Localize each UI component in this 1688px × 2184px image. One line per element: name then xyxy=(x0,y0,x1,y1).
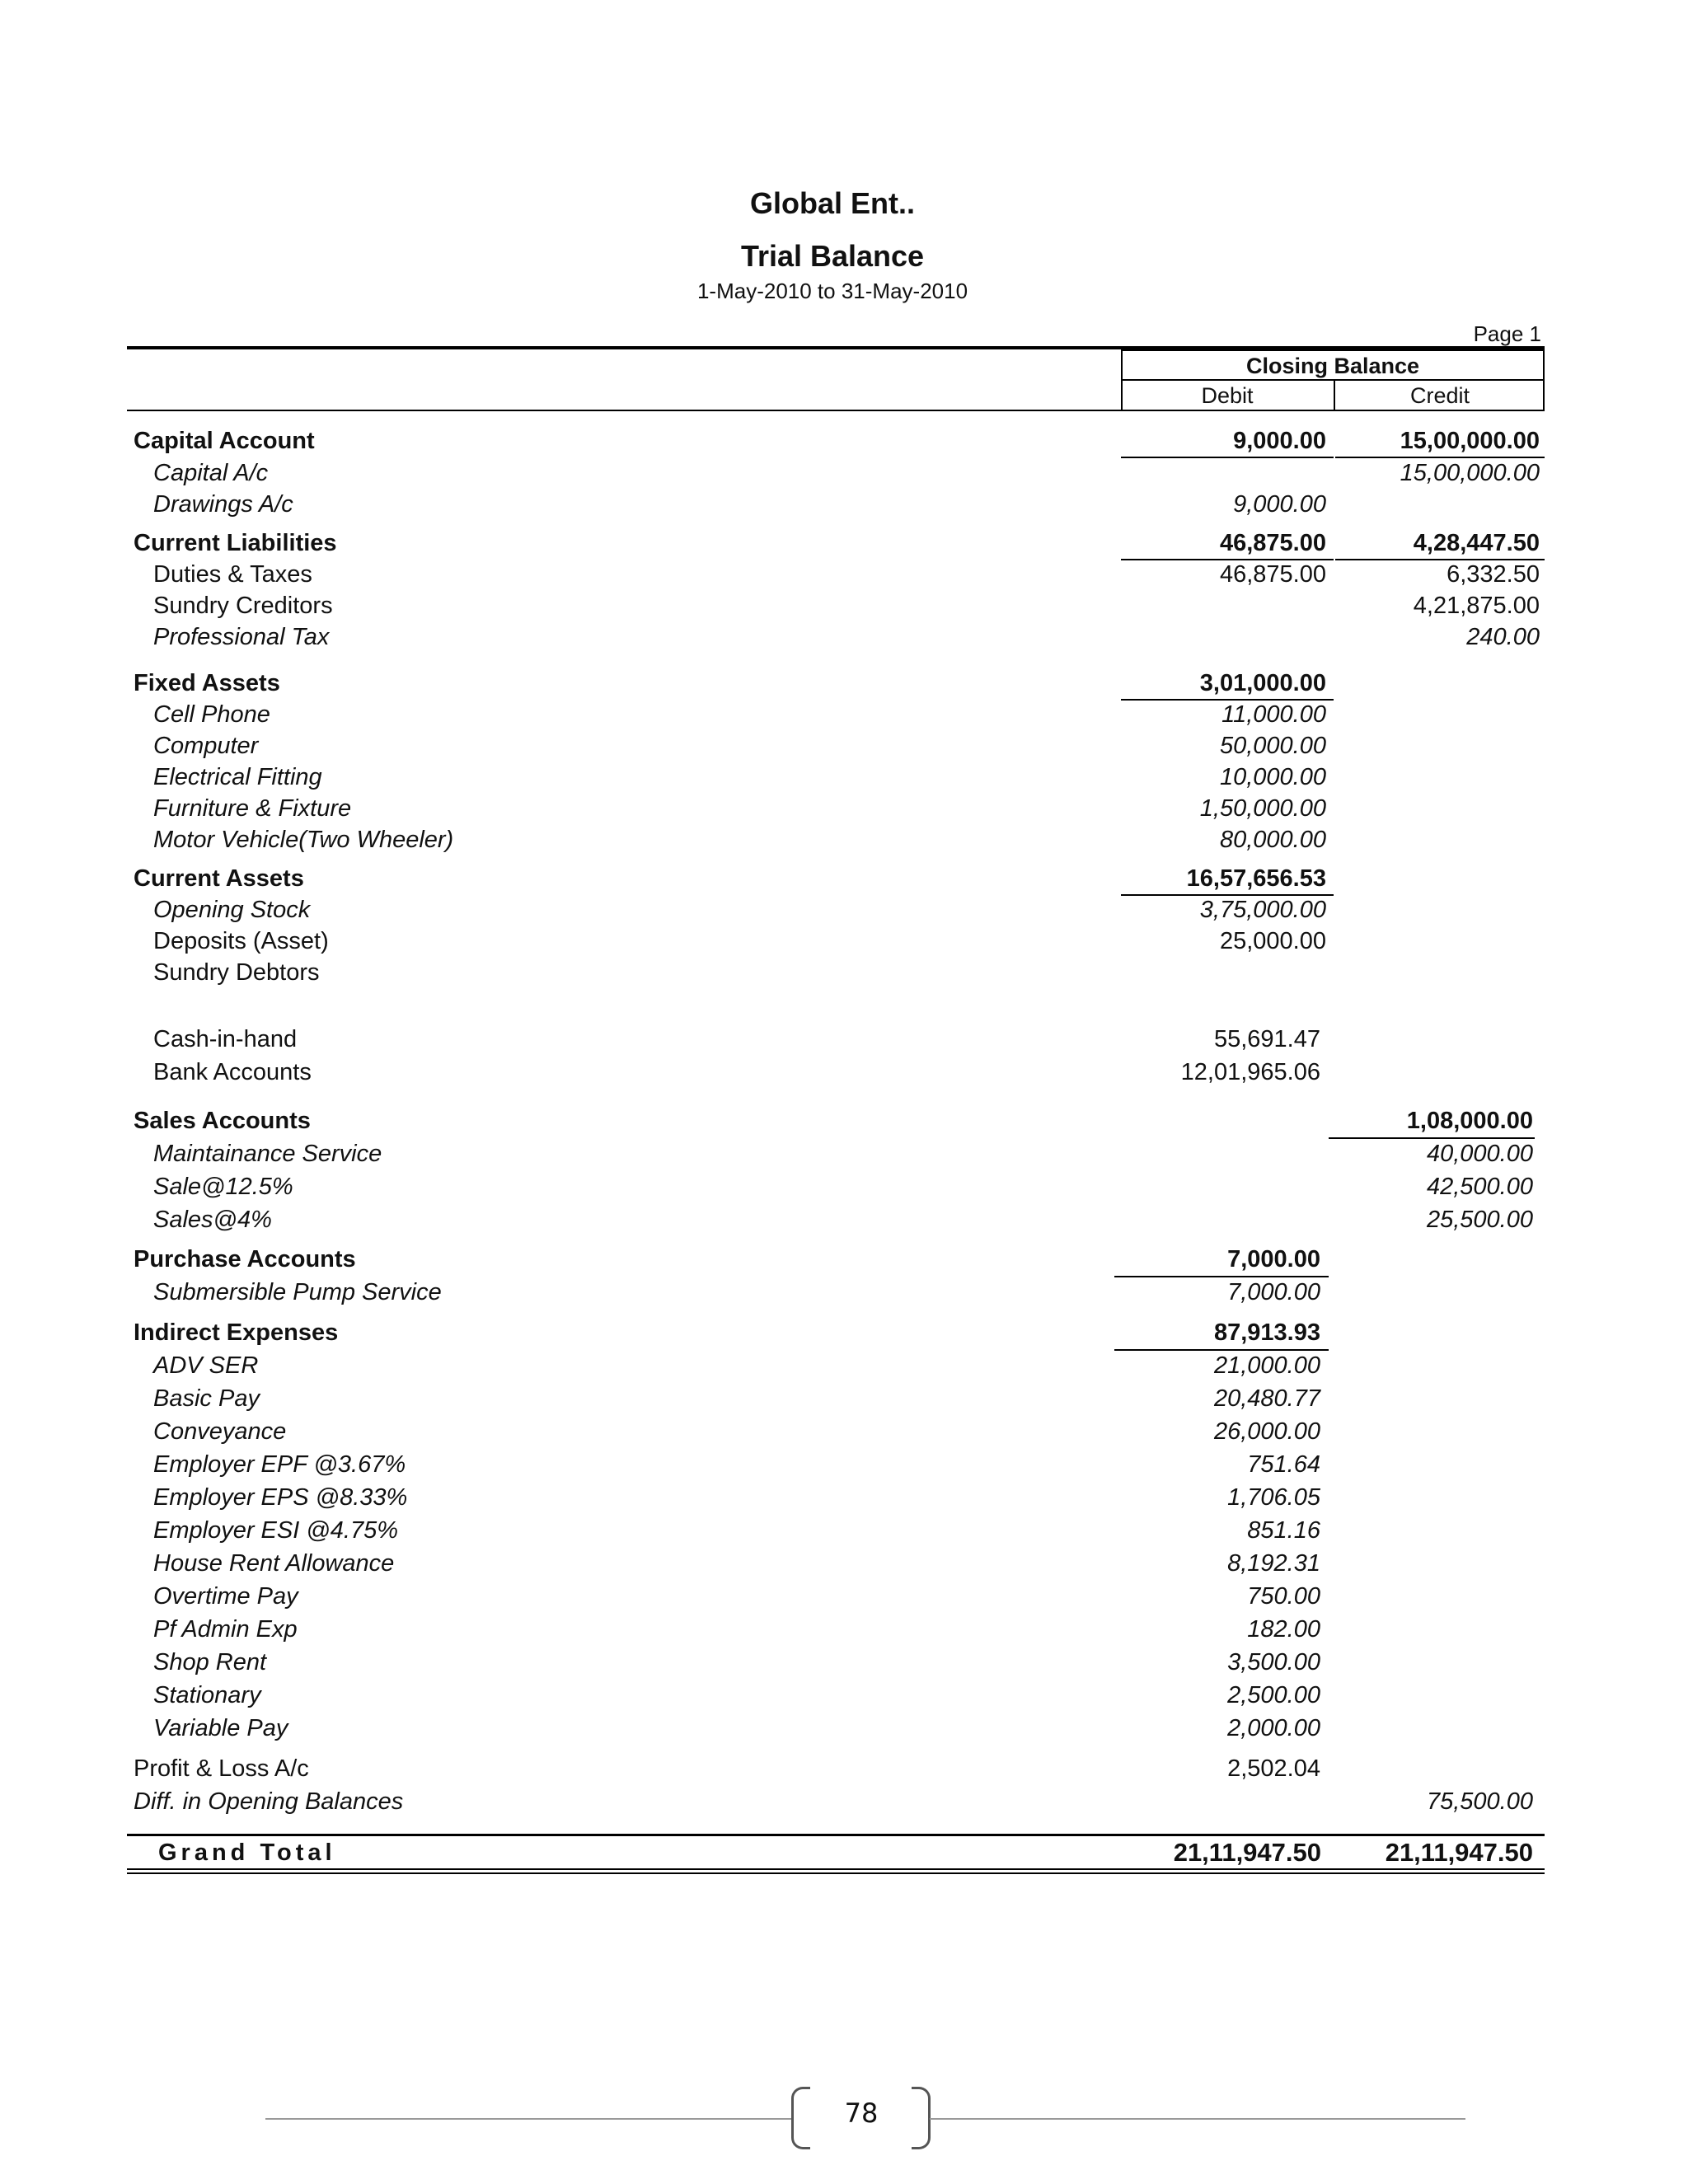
row-debit: 2,000.00 xyxy=(1227,1715,1320,1741)
report-company: Global Ent.. xyxy=(749,186,915,220)
ledger-row xyxy=(127,894,1545,926)
row-label: Shop Rent xyxy=(153,1649,267,1675)
ledger-row xyxy=(127,1277,1545,1308)
row-label: Conveyance xyxy=(153,1418,287,1445)
row-label: Profit & Loss A/c xyxy=(134,1755,309,1782)
row-label: Sundry Debtors xyxy=(153,959,320,986)
row-label: Motor Vehicle(Two Wheeler) xyxy=(153,827,454,853)
row-credit: 4,28,447.50 xyxy=(1413,530,1540,556)
ledger-row xyxy=(127,957,1545,988)
ledger-row xyxy=(127,1204,1545,1235)
row-label: Diff. in Opening Balances xyxy=(134,1788,404,1815)
row-label: Variable Pay xyxy=(153,1715,288,1741)
row-credit: 4,21,875.00 xyxy=(1413,593,1540,619)
grand-total-double-rule xyxy=(127,1868,1545,1870)
ledger-row xyxy=(127,559,1545,590)
row-debit: 25,000.00 xyxy=(1219,928,1326,954)
row-label: Sales@4% xyxy=(153,1207,272,1233)
row-debit: 21,000.00 xyxy=(1213,1352,1320,1379)
ledger-row xyxy=(127,1171,1545,1202)
ledger-row xyxy=(127,1548,1545,1579)
ledger-row xyxy=(127,1350,1545,1381)
row-label: Deposits (Asset) xyxy=(153,928,329,954)
ledger-row xyxy=(127,1581,1545,1612)
header-bottom-rule xyxy=(127,410,1545,411)
ledger-row xyxy=(127,1680,1545,1711)
row-label: Employer EPF @3.67% xyxy=(153,1451,406,1478)
row-credit: 15,00,000.00 xyxy=(1400,460,1540,486)
ledger-row-diff-opening-balances xyxy=(127,1786,1545,1817)
row-debit: 3,75,000.00 xyxy=(1199,897,1326,923)
row-debit: 10,000.00 xyxy=(1219,764,1326,790)
group-row-indirect-expenses xyxy=(127,1317,1545,1348)
grand-total-credit: 21,11,947.50 xyxy=(1385,1838,1533,1867)
row-label: House Rent Allowance xyxy=(153,1550,395,1577)
ledger-row xyxy=(127,1138,1545,1169)
row-label: Pf Admin Exp xyxy=(153,1616,298,1643)
ledger-row xyxy=(127,1713,1545,1744)
row-label: Employer ESI @4.75% xyxy=(153,1517,399,1544)
ledger-row xyxy=(127,762,1545,793)
credit-column-header: Credit xyxy=(1409,383,1470,408)
group-row-current-liabilities xyxy=(127,527,1545,559)
row-label: Drawings A/c xyxy=(153,491,293,518)
row-label: Stationary xyxy=(153,1682,261,1708)
row-label: Capital Account xyxy=(134,428,315,454)
row-credit: 75,500.00 xyxy=(1426,1788,1533,1815)
row-debit: 7,000.00 xyxy=(1227,1246,1320,1272)
ledger-row xyxy=(127,1482,1545,1513)
row-label: Maintainance Service xyxy=(153,1141,382,1167)
row-debit: 9,000.00 xyxy=(1233,428,1326,454)
ledger-row xyxy=(127,730,1545,762)
row-debit: 182.00 xyxy=(1247,1616,1320,1643)
row-debit: 11,000.00 xyxy=(1221,701,1326,728)
row-debit: 87,913.93 xyxy=(1213,1319,1320,1346)
grand-total-top-rule xyxy=(127,1834,1545,1836)
ledger-row xyxy=(127,489,1545,520)
row-credit: 40,000.00 xyxy=(1426,1141,1533,1167)
row-label: Furniture & Fixture xyxy=(153,795,352,822)
row-label: Overtime Pay xyxy=(153,1583,298,1610)
row-debit: 8,192.31 xyxy=(1227,1550,1320,1577)
ledger-row xyxy=(127,1449,1545,1480)
row-debit: 750.00 xyxy=(1247,1583,1320,1610)
row-credit: 6,332.50 xyxy=(1447,561,1540,588)
group-row-fixed-assets xyxy=(127,668,1545,699)
row-debit: 7,000.00 xyxy=(1227,1279,1320,1305)
row-debit: 46,875.00 xyxy=(1219,530,1326,556)
ledger-row xyxy=(127,793,1545,824)
row-debit: 2,500.00 xyxy=(1227,1682,1320,1708)
row-debit: 9,000.00 xyxy=(1233,491,1326,518)
row-label: Purchase Accounts xyxy=(134,1246,356,1272)
left-brace-icon xyxy=(791,2087,810,2149)
grand-total-double-rule xyxy=(127,1872,1545,1874)
report-title: Trial Balance xyxy=(740,239,925,273)
row-label: Submersible Pump Service xyxy=(153,1279,442,1305)
row-label: Capital A/c xyxy=(153,460,269,486)
row-label: Cell Phone xyxy=(153,701,270,728)
row-label: Opening Stock xyxy=(153,897,311,923)
ledger-row xyxy=(127,1057,1545,1088)
group-row-sales-accounts xyxy=(127,1105,1545,1137)
ledger-row xyxy=(127,1024,1545,1055)
row-credit: 240.00 xyxy=(1466,624,1540,650)
grand-total-debit: 21,11,947.50 xyxy=(1173,1838,1321,1867)
row-debit: 3,500.00 xyxy=(1227,1649,1320,1675)
row-debit: 50,000.00 xyxy=(1219,733,1326,759)
ledger-row xyxy=(127,1614,1545,1645)
row-credit: 25,500.00 xyxy=(1426,1207,1533,1233)
row-debit: 851.16 xyxy=(1247,1517,1320,1544)
row-label: Bank Accounts xyxy=(153,1059,312,1085)
ledger-row xyxy=(127,1416,1545,1447)
row-label: ADV SER xyxy=(153,1352,259,1379)
group-row-capital-account xyxy=(127,425,1545,457)
row-label: Fixed Assets xyxy=(134,670,280,696)
row-label: Basic Pay xyxy=(153,1385,260,1412)
ledger-row-profit-loss xyxy=(127,1753,1545,1784)
row-debit: 26,000.00 xyxy=(1213,1418,1320,1445)
row-debit: 55,691.47 xyxy=(1213,1026,1320,1052)
row-label: Cash-in-hand xyxy=(153,1026,298,1052)
row-label: Sale@12.5% xyxy=(153,1174,293,1200)
closing-balance-divider xyxy=(1121,379,1545,381)
closing-balance-title: Closing Balance xyxy=(1245,354,1420,378)
group-row-purchase-accounts xyxy=(127,1244,1545,1275)
row-label: Professional Tax xyxy=(153,624,330,650)
row-debit: 2,502.04 xyxy=(1227,1755,1320,1782)
footer-line xyxy=(265,2118,793,2120)
row-label: Electrical Fitting xyxy=(153,764,322,790)
row-credit: 42,500.00 xyxy=(1426,1174,1533,1200)
row-debit: 751.64 xyxy=(1247,1451,1320,1478)
row-debit: 46,875.00 xyxy=(1219,561,1326,588)
row-label: Indirect Expenses xyxy=(134,1319,339,1346)
grand-total-label: Grand Total xyxy=(158,1840,336,1866)
ledger-row xyxy=(127,824,1545,855)
right-brace-icon xyxy=(912,2087,931,2149)
row-label: Computer xyxy=(153,733,259,759)
row-label: Employer EPS @8.33% xyxy=(153,1484,408,1511)
row-debit: 1,706.05 xyxy=(1227,1484,1320,1511)
group-row-current-assets xyxy=(127,863,1545,894)
row-debit: 1,50,000.00 xyxy=(1199,795,1326,822)
page-number: 78 xyxy=(844,2097,879,2129)
row-debit: 16,57,656.53 xyxy=(1186,865,1326,892)
row-credit: 1,08,000.00 xyxy=(1406,1108,1533,1134)
ledger-row xyxy=(127,1515,1545,1546)
ledger-row xyxy=(127,457,1545,489)
row-credit: 15,00,000.00 xyxy=(1400,428,1540,454)
report-period: 1-May-2010 to 31-May-2010 xyxy=(696,279,968,303)
debit-column-header: Debit xyxy=(1201,383,1254,408)
footer-line xyxy=(930,2118,1465,2120)
row-debit: 80,000.00 xyxy=(1219,827,1326,853)
row-debit: 20,480.77 xyxy=(1213,1385,1320,1412)
ledger-row xyxy=(127,699,1545,730)
row-debit: 3,01,000.00 xyxy=(1199,670,1326,696)
ledger-row xyxy=(127,590,1545,621)
row-label: Sundry Creditors xyxy=(153,593,333,619)
row-label: Duties & Taxes xyxy=(153,561,312,588)
row-label: Current Liabilities xyxy=(134,530,337,556)
row-label: Current Assets xyxy=(134,865,304,892)
ledger-row xyxy=(127,926,1545,957)
page-label: Page 1 xyxy=(1473,321,1541,346)
ledger-row xyxy=(127,1383,1545,1414)
row-label: Sales Accounts xyxy=(134,1108,311,1134)
row-debit: 12,01,965.06 xyxy=(1180,1059,1320,1085)
ledger-row xyxy=(127,621,1545,653)
ledger-row xyxy=(127,1647,1545,1678)
